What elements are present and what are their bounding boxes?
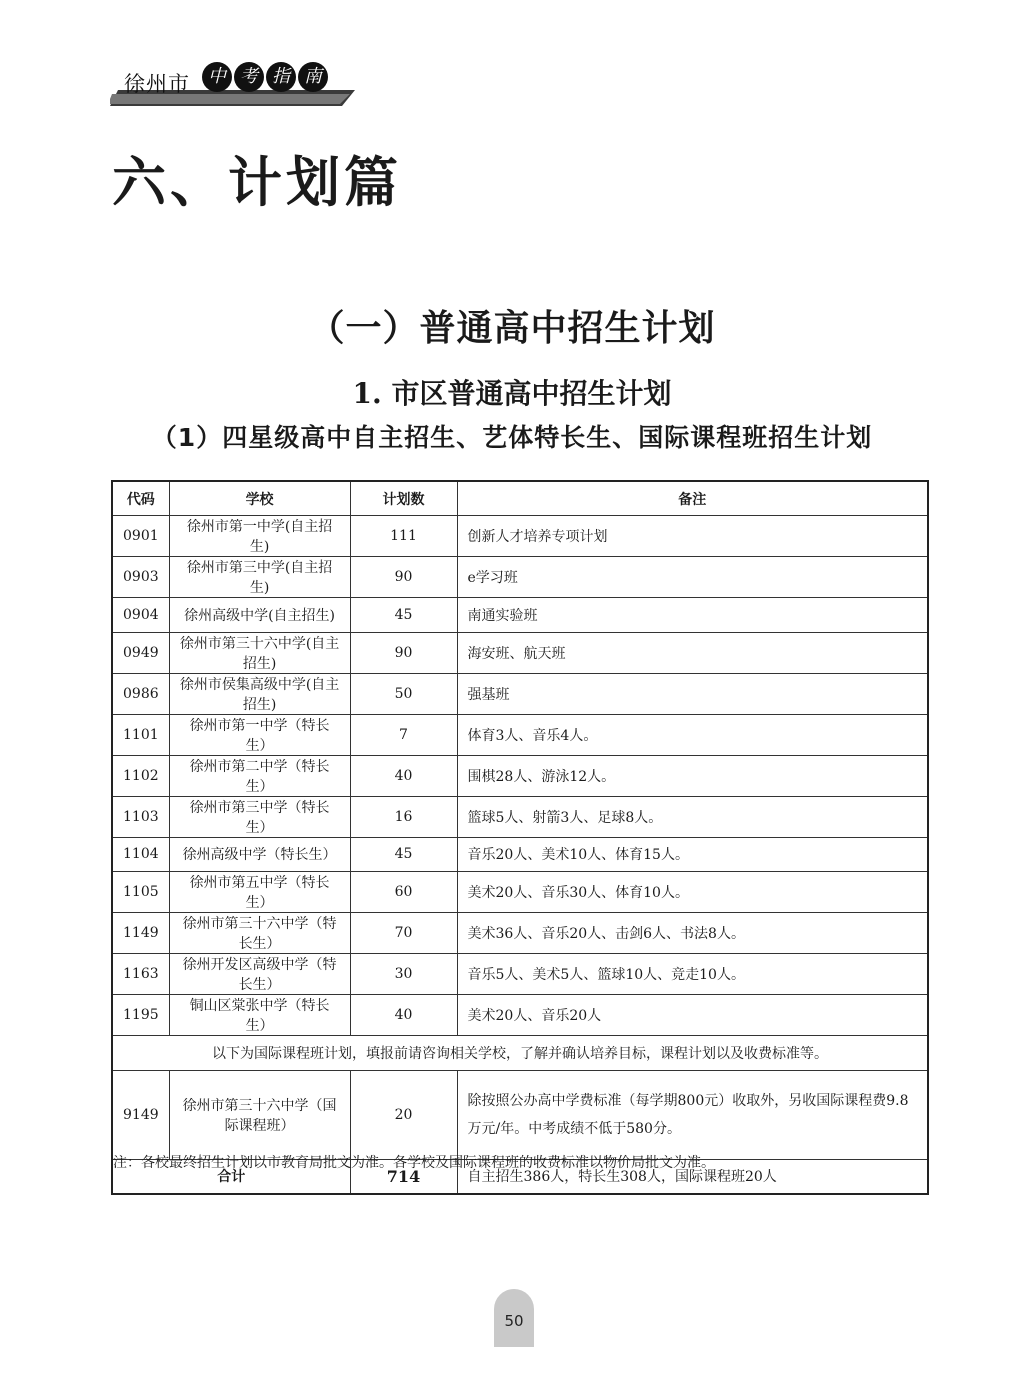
table-row <box>112 995 928 1036</box>
total-remark: 自主招生386人，特长生308人，国际课程班20人 <box>457 1159 928 1194</box>
table-row <box>112 872 928 913</box>
row-code: 0949 <box>112 632 169 673</box>
chapter-title: 六、计划篇 <box>112 151 402 214</box>
row-school: 徐州市第三十六中学（特长生） <box>169 913 350 954</box>
header-banner <box>110 60 355 110</box>
row-count: 40 <box>350 995 457 1036</box>
row-school: 徐州高级中学（特长生） <box>169 837 350 872</box>
column-header-school: 学校 <box>169 481 350 516</box>
row-remark: 围棋28人、游泳12人。 <box>457 755 928 796</box>
row-count: 40 <box>350 755 457 796</box>
row-remark: 美术36人、音乐20人、击剑6人、书法8人。 <box>457 913 928 954</box>
row-remark: 南通实验班 <box>457 598 928 633</box>
row-school: 徐州高级中学(自主招生) <box>169 598 350 633</box>
row-school: 徐州市第一中学(自主招生) <box>169 516 350 557</box>
row-remark: 音乐20人、美术10人、体育15人。 <box>457 837 928 872</box>
notice-row <box>112 1036 928 1071</box>
row-count: 70 <box>350 913 457 954</box>
plan-table <box>111 480 929 1195</box>
row-school: 徐州市第五中学（特长生） <box>169 872 350 913</box>
column-header-code: 代码 <box>112 481 169 516</box>
row-school: 徐州市第三中学(自主招生) <box>169 557 350 598</box>
row-count: 50 <box>350 673 457 714</box>
row-count: 90 <box>350 557 457 598</box>
row-remark: 海安班、航天班 <box>457 632 928 673</box>
row-remark: 体育3人、音乐4人。 <box>457 714 928 755</box>
footnote: 注：各校最终招生计划以市教育局批文为准。各学校及国际课程班的收费标准以物价局批文为准。 <box>113 1155 715 1171</box>
table-row <box>112 755 928 796</box>
row-remark: 篮球5人、射箭3人、足球8人。 <box>457 796 928 837</box>
badge-char-3: 指 <box>266 62 296 92</box>
row-count: 45 <box>350 837 457 872</box>
row-code: 1105 <box>112 872 169 913</box>
row-remark: 美术20人、音乐20人 <box>457 995 928 1036</box>
row-code: 1163 <box>112 954 169 995</box>
table-row <box>112 954 928 995</box>
intl-count: 20 <box>350 1070 457 1159</box>
row-code: 1104 <box>112 837 169 872</box>
row-school: 徐州市侯集高级中学(自主招生) <box>169 673 350 714</box>
subsection-title: 1. 市区普通高中招生计划 <box>352 377 672 410</box>
badge-char-2: 考 <box>234 62 264 92</box>
intl-code: 9149 <box>112 1070 169 1159</box>
row-remark: 强基班 <box>457 673 928 714</box>
row-school: 铜山区棠张中学（特长生） <box>169 995 350 1036</box>
intl-remark: 除按照公办高中学费标准（每学期800元）收取外，另收国际课程费9.8万元/年。中考成绩不低于580分。 <box>457 1070 928 1159</box>
row-count: 60 <box>350 872 457 913</box>
table-row <box>112 837 928 872</box>
row-school: 徐州市第一中学（特长生） <box>169 714 350 755</box>
table-row <box>112 673 928 714</box>
sub-subsection-title: （1）四星级高中自主招生、艺体特长生、国际课程班招生计划 <box>151 423 873 452</box>
row-count: 111 <box>350 516 457 557</box>
row-school: 徐州市第二中学（特长生） <box>169 755 350 796</box>
column-header-remark: 备注 <box>457 481 928 516</box>
row-code: 0901 <box>112 516 169 557</box>
row-count: 7 <box>350 714 457 755</box>
row-count: 45 <box>350 598 457 633</box>
row-code: 1103 <box>112 796 169 837</box>
row-remark: 音乐5人、美术5人、篮球10人、竞走10人。 <box>457 954 928 995</box>
row-count: 90 <box>350 632 457 673</box>
table-row <box>112 796 928 837</box>
row-school: 徐州市第三十六中学(自主招生) <box>169 632 350 673</box>
table-row <box>112 632 928 673</box>
total-count: 714 <box>350 1159 457 1194</box>
page-number: 50 <box>504 1312 524 1330</box>
row-remark: e学习班 <box>457 557 928 598</box>
row-count: 16 <box>350 796 457 837</box>
column-header-count: 计划数 <box>350 481 457 516</box>
row-code: 1101 <box>112 714 169 755</box>
row-remark: 美术20人、音乐30人、体育10人。 <box>457 872 928 913</box>
table-row <box>112 516 928 557</box>
intl-row <box>112 1070 928 1159</box>
row-count: 30 <box>350 954 457 995</box>
intl-notice: 以下为国际课程班计划，填报前请咨询相关学校，了解并确认培养目标，课程计划以及收费标准等。 <box>112 1036 928 1071</box>
row-code: 0986 <box>112 673 169 714</box>
row-school: 徐州开发区高级中学（特长生） <box>169 954 350 995</box>
table-header-row <box>112 481 928 516</box>
row-code: 1149 <box>112 913 169 954</box>
table-row <box>112 714 928 755</box>
banner-city: 徐州市 <box>124 72 190 96</box>
badge-char-1: 中 <box>202 62 232 92</box>
row-code: 0903 <box>112 557 169 598</box>
total-label: 合计 <box>112 1159 350 1194</box>
table-row <box>112 913 928 954</box>
row-remark: 创新人才培养专项计划 <box>457 516 928 557</box>
row-code: 1195 <box>112 995 169 1036</box>
row-school: 徐州市第三中学（特长生） <box>169 796 350 837</box>
badge-char-4: 南 <box>298 62 328 92</box>
table-row <box>112 598 928 633</box>
intl-school: 徐州市第三十六中学（国际课程班） <box>169 1070 350 1159</box>
table-row <box>112 557 928 598</box>
row-code: 0904 <box>112 598 169 633</box>
section-title: （一）普通高中招生计划 <box>308 307 716 349</box>
row-code: 1102 <box>112 755 169 796</box>
